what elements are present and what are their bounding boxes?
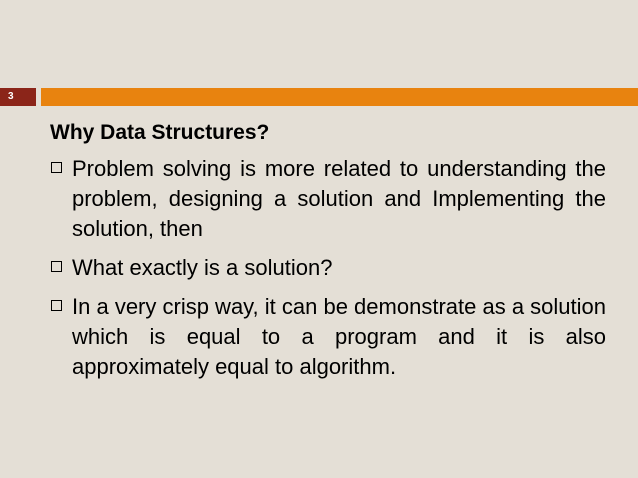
- slide-content: [50, 118, 606, 391]
- bullet-text: Problem solving is more related to understanding the problem, designing a solution and Implementing the solution, then: [72, 156, 606, 241]
- bullet-list: [50, 154, 606, 382]
- bullet-item: [50, 292, 606, 382]
- bullet-item: [50, 154, 606, 244]
- bullet-text: What exactly is a solution?: [72, 255, 333, 280]
- square-bullet-icon: [51, 300, 62, 311]
- bullet-item: [50, 253, 606, 283]
- slide-header: [0, 88, 638, 106]
- slide-title: Why Data Structures?: [50, 121, 270, 144]
- bullet-text: In a very crisp way, it can be demonstrate as a solution which is equal to a program and it is also approximately equal to algorithm.: [72, 294, 606, 379]
- slide-number: 3: [0, 88, 36, 106]
- square-bullet-icon: [51, 162, 62, 173]
- header-accent-bar: [41, 88, 638, 106]
- square-bullet-icon: [51, 261, 62, 272]
